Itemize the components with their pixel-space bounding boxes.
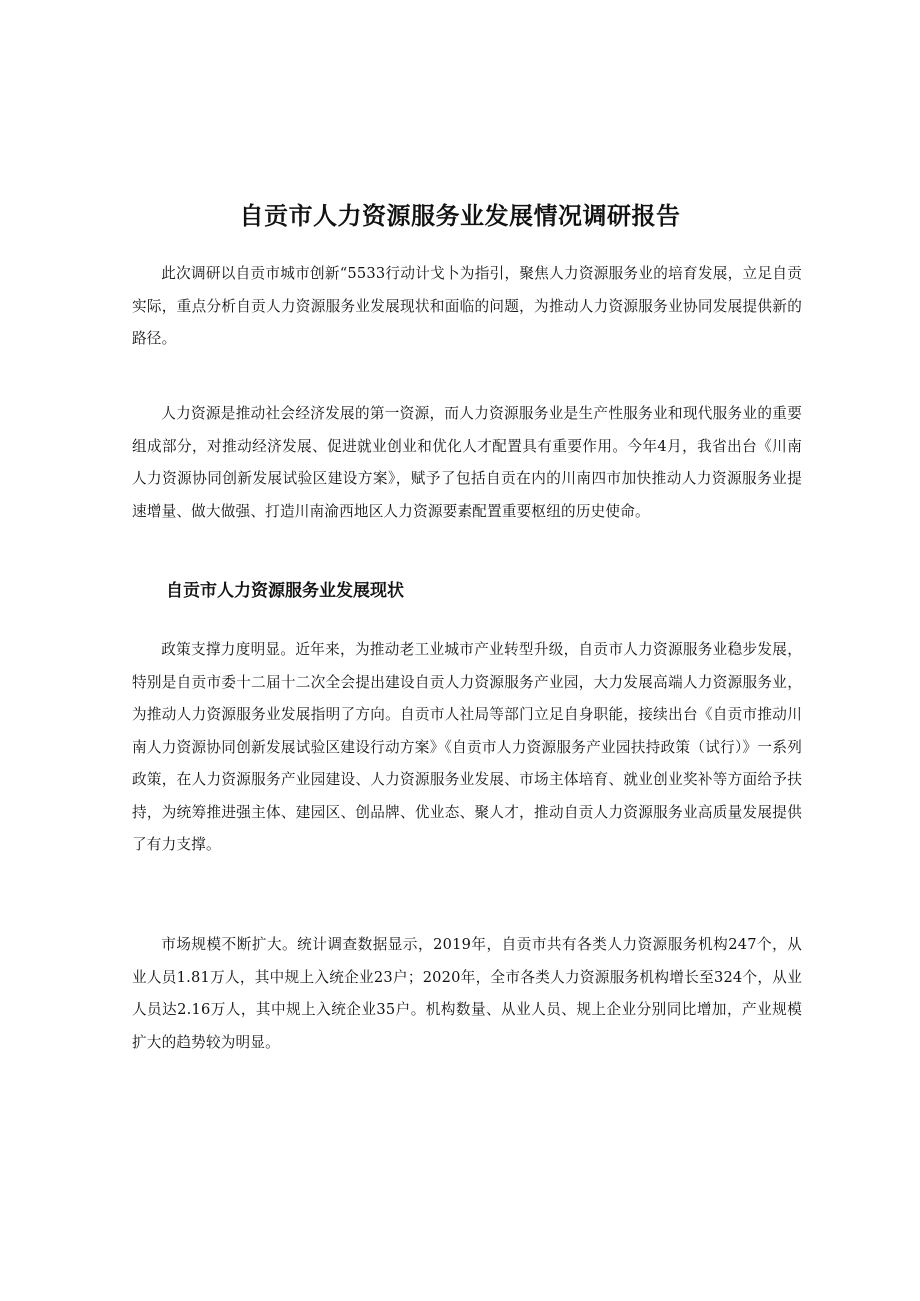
intro-paragraph: 此次调研以自贡市城市创新“5533行动计戈卜为指引，聚焦人力资源服务业的培育发展，立足自贡实际，重点分析自贡人力资源服务业发展现状和面临的问题，为推动人力资源服务业协同发展提供新的路径。 [132, 265, 802, 347]
section-heading: 自贡市人力资源服务业发展现状 [166, 581, 404, 601]
document-title: 自贡市人力资源服务业发展情况调研报告 [239, 202, 681, 230]
policy-paragraph: 政策支撑力度明显。近年来，为推动老工业城市产业转型升级，自贡市人力资源服务业稳步发展，特别是自贡市委十二届十二次全会提出建设自贡人力资源服务产业园，大力发展高端人力资源服务业，为推动人力资源服务业发展指明了方向。自贡市人社局等部门立足自身职能，接续出台《自贡市推动川南人力资源协同创新发展试验区建设行动方案》《自贡市人力资源服务产业园扶持政策（试行）》一系列政策，在人力资源服务产业园建设、人力资源服务业发展、市场主体培育、就业创业奖补等方面给予扶持，为统筹推进强主体、建园区、创品牌、优业态、聚人才，推动自贡人力资源服务业高质量发展提供了有力支撑。 [132, 641, 802, 853]
market-paragraph: 市场规模不断扩大。统计调查数据显示，2019年，自贡市共有各类人力资源服务机构247个，从业人员1.81万人，其中规上入统企业23户；2020年，全市各类人力资源服务机构增长至324个，从业人员达2.16万人，其中规上入统企业35户。机构数量、从业人员、规上企业分别同比增加，产业规模扩大的趋势较为明显。 [132, 936, 802, 1051]
background-paragraph: 人力资源是推动社会经济发展的第一资源，而人力资源服务业是生产性服务业和现代服务业的重要组成部分，对推动经济发展、促进就业创业和优化人才配置具有重要作用。今年4月，我省出台《川南人力资源协同创新发展试验区建设方案》，赋予了包括自贡在内的川南四市加快推动人力资源服务业提速增量、做大做强、打造川南渝西地区人力资源要素配置重要枢纽的历史使命。 [132, 405, 802, 520]
